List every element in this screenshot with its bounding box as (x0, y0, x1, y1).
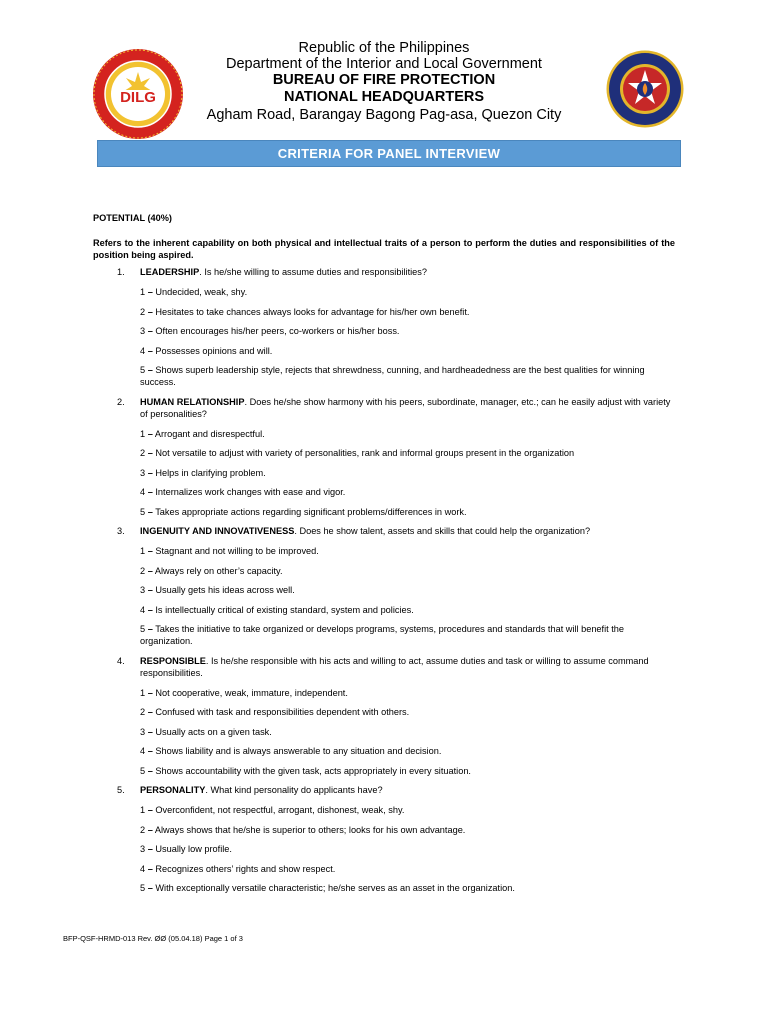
rating-score: 3 (140, 326, 146, 336)
rating-dash: – (147, 565, 153, 576)
criterion-question: . What kind personality do applicants have? (205, 785, 383, 795)
rating-score: 3 (140, 585, 146, 595)
criterion-title: HUMAN RELATIONSHIP (140, 396, 245, 407)
rating-description: Internalizes work changes with ease and vigor. (155, 487, 346, 497)
criterion-3 (93, 525, 675, 647)
rating-dash: – (147, 687, 153, 698)
rating-dash: – (147, 624, 153, 634)
criterion-question: . Is he/she responsible with his acts and willing to act, assume duties and task or willing to assume command responsibilities. (140, 655, 649, 678)
rating-dash: – (147, 467, 153, 478)
rating-score: 4 (140, 487, 146, 497)
rating-description: Always rely on other’s capacity. (154, 565, 283, 576)
criterion-number: 1. (117, 267, 125, 277)
rating-item (93, 467, 675, 479)
criterion-number: 2. (117, 396, 125, 407)
rating-score: 1 (140, 287, 146, 297)
rating-item (93, 506, 675, 518)
criterion-title: PERSONALITY (140, 785, 206, 795)
rating-score: 5 (140, 883, 146, 893)
rating-item (93, 286, 675, 298)
rating-item (93, 486, 675, 498)
criterion-number: 3. (117, 526, 125, 536)
rating-item (93, 706, 675, 718)
rating-description: Takes the initiative to take organized or develops programs, systems, procedures and standards that will benefit the organization. (140, 624, 625, 646)
header-bureau: BUREAU OF FIRE PROTECTION (272, 72, 496, 88)
rating-dash: – (147, 746, 153, 756)
rating-dash: – (147, 707, 153, 717)
rating-description: Usually low profile. (155, 844, 232, 854)
rating-item (93, 687, 675, 699)
criterion-text (140, 396, 675, 420)
rating-description: Recognizes others’ rights and show respect. (155, 863, 336, 874)
rating-dash: – (147, 726, 153, 737)
rating-score: 1 (140, 805, 146, 815)
rating-description: Possesses opinions and will. (155, 345, 273, 356)
rating-dash: – (147, 306, 153, 317)
rating-score: 3 (140, 467, 146, 478)
dilg-seal-text: DILG (120, 89, 156, 106)
rating-description: Is intellectually critical of existing standard, system and policies. (155, 604, 414, 615)
rating-score: 4 (140, 604, 146, 615)
criterion-heading (93, 396, 675, 420)
rating-item (93, 306, 675, 318)
criterion-2 (93, 396, 675, 518)
rating-description: Overconfident, not respectful, arrogant, dishonest, weak, shy. (155, 805, 405, 815)
rating-item (93, 843, 675, 855)
rating-item (93, 565, 675, 577)
rating-dash: – (147, 585, 153, 595)
rating-description: Not cooperative, weak, immature, independent. (155, 687, 348, 698)
rating-description: Undecided, weak, shy. (155, 287, 248, 297)
header-hq: NATIONAL HEADQUARTERS (283, 89, 485, 105)
criterion-4 (93, 655, 675, 777)
rating-item (93, 428, 675, 440)
rating-item (93, 765, 675, 777)
rating-dash: – (147, 428, 153, 439)
criterion-5 (93, 784, 675, 894)
letterhead (0, 40, 768, 124)
rating-score: 2 (140, 306, 146, 317)
rating-dash: – (147, 487, 153, 497)
criterion-heading (93, 266, 675, 278)
rating-item (93, 604, 675, 616)
rating-dash: – (147, 805, 153, 815)
rating-dash: – (147, 365, 153, 375)
rating-dash: – (147, 844, 153, 854)
rating-description: Shows liability and is always answerable to any situation and decision. (155, 746, 442, 756)
header-department: Department of the Interior and Local Government (226, 56, 542, 72)
rating-score: 5 (140, 365, 146, 375)
header-republic: Republic of the Philippines (298, 40, 470, 56)
rating-score: 4 (140, 345, 146, 356)
rating-score: 1 (140, 428, 146, 439)
rating-score: 3 (140, 844, 146, 854)
rating-score: 5 (140, 506, 146, 517)
rating-description: Usually acts on a given task. (155, 726, 272, 737)
rating-description: Not versatile to adjust with variety of personalities, rank and informal groups present in the organization (155, 448, 575, 458)
rating-score: 2 (140, 448, 146, 458)
rating-description: Hesitates to take chances always looks for advantage for his/her own benefit. (155, 306, 470, 317)
criterion-heading (93, 784, 675, 796)
criterion-question: . Does he/she show harmony with his peers, subordinate, manager, etc.; can he easily adjust with variety of personalities? (140, 396, 671, 419)
rating-description: Shows superb leadership style, rejects that shrewdness, cunning, and hardheadedness are the best qualities for winning success. (140, 365, 645, 387)
criterion-text (140, 655, 675, 679)
rating-description: With exceptionally versatile characteristic; he/she serves as an asset in the organization. (155, 883, 515, 893)
rating-score: 1 (140, 546, 146, 556)
criteria-list (93, 266, 675, 894)
rating-dash: – (147, 448, 153, 458)
rating-dash: – (147, 604, 153, 615)
rating-item (93, 623, 675, 647)
rating-score: 5 (140, 624, 146, 634)
rating-dash: – (147, 326, 153, 336)
rating-item (93, 824, 675, 836)
rating-item (93, 545, 675, 557)
rating-description: Stagnant and not willing to be improved. (155, 546, 319, 556)
rating-dash: – (147, 287, 153, 297)
rating-score: 3 (140, 726, 146, 737)
rating-score: 2 (140, 707, 146, 717)
rating-score: 4 (140, 746, 146, 756)
rating-description: Takes appropriate actions regarding significant problems/differences in work. (155, 506, 467, 517)
criterion-text (140, 525, 675, 537)
rating-description: Always shows that he/she is superior to others; looks for his own advantage. (154, 824, 466, 835)
rating-score: 2 (140, 565, 146, 576)
rating-dash: – (147, 863, 153, 874)
rating-description: Confused with task and responsibilities dependent with others. (155, 707, 410, 717)
rating-dash: – (147, 765, 153, 776)
criterion-title: INGENUITY AND INNOVATIVENESS (140, 526, 295, 536)
rating-score: 1 (140, 687, 146, 698)
rating-item (93, 863, 675, 875)
rating-dash: – (147, 824, 153, 835)
rating-description: Often encourages his/her peers, co-workers or his/her boss. (155, 326, 400, 336)
rating-item (93, 882, 675, 894)
document-body (93, 213, 675, 902)
rating-score: 2 (140, 824, 146, 835)
rating-item (93, 325, 675, 337)
criterion-question: . Does he show talent, assets and skills that could help the organization? (294, 526, 591, 536)
rating-description: Helps in clarifying problem. (155, 467, 266, 478)
rating-description: Shows accountability with the given task, acts appropriately in every situation. (155, 765, 471, 776)
criteria-banner: CRITERIA FOR PANEL INTERVIEW (97, 140, 681, 167)
section-intro: Refers to the inherent capability on both physical and intellectual traits of a person to perform the duties and responsibilities of the position being aspired. (93, 238, 675, 260)
criterion-number: 5. (117, 785, 125, 795)
criterion-title: RESPONSIBLE (140, 655, 206, 666)
rating-item (93, 745, 675, 757)
rating-score: 4 (140, 863, 146, 874)
header-address: Agham Road, Barangay Bagong Pag-asa, Quezon City (206, 107, 562, 123)
criterion-number: 4. (117, 655, 125, 666)
rating-item (93, 726, 675, 738)
rating-item (93, 804, 675, 816)
rating-description: Usually gets his ideas across well. (155, 585, 295, 595)
rating-description: Arrogant and disrespectful. (154, 428, 265, 439)
criterion-text (140, 266, 675, 278)
rating-dash: – (147, 506, 153, 517)
criterion-question: . Is he/she willing to assume duties and responsibilities? (199, 267, 427, 277)
form-footer: BFP-QSF-HRMD-013 Rev. ØØ (05.04.18) Page 1 of 3 (63, 934, 243, 943)
rating-item (93, 447, 675, 459)
criterion-text (140, 784, 675, 796)
criterion-title: LEADERSHIP (140, 267, 200, 277)
rating-score: 5 (140, 765, 146, 776)
rating-item (93, 584, 675, 596)
rating-dash: – (147, 883, 153, 893)
rating-dash: – (147, 546, 153, 556)
criterion-heading (93, 525, 675, 537)
rating-dash: – (147, 345, 153, 356)
criterion-1 (93, 266, 675, 388)
rating-item (93, 345, 675, 357)
rating-item (93, 364, 675, 388)
section-title: POTENTIAL (40%) (93, 213, 172, 223)
criterion-heading (93, 655, 675, 679)
